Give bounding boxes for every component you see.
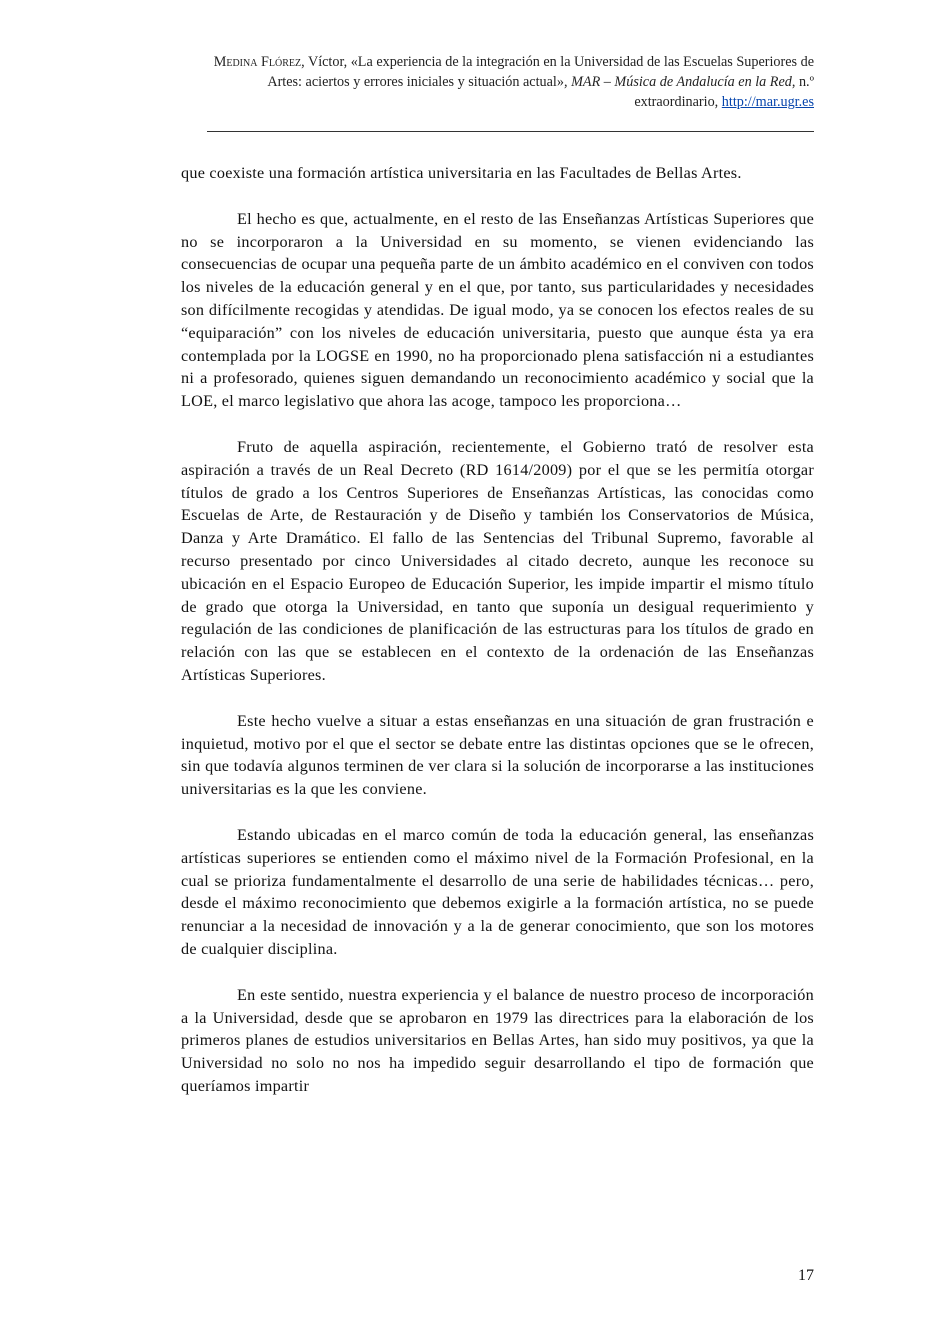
header-journal: MAR – Música de Andalucía en la Red [571, 74, 792, 90]
header-citation: , Víctor, «La experiencia de la integración en la Universidad de las Escuelas Superiores de Artes: aciertos y errores iniciales y situación actual», [267, 54, 814, 90]
paragraph: Fruto de aquella aspiración, recientemente, el Gobierno trató de resolver esta aspiración a través de un Real Decreto (RD 1614/2009) por el que se les permitía otorgar títulos de grado a los Centros Superiores de Enseñanzas Artísticas, las conocidas como Escuelas de Arte, de Restauración y de Diseño y también los Conservatorios de Música, Danza y Arte Dramático. El fallo de las Sentencias del Tribunal Supremo, favorable al recurso presentado por cinco Universidades al citado decreto, aunque les reconoce su ubicación en el Espacio Europeo de Educación Superior, les impide impartir el mismo título de grado que otorga la Universidad, en tanto que suponía un desigual requerimiento y regulación de las condiciones de planificación de las estructuras para los títulos de grado en relación con las que se establecen en el contexto de la ordenación de las Enseñanzas Artísticas Superiores. [181, 437, 814, 684]
paragraph: Estando ubicadas en el marco común de toda la educación general, las enseñanzas artísticas superiores se entienden como el máximo nivel de la Formación Profesional, en la cual se prioriza fundamentalmente el desarrollo de una serie de habilidades técnicas… pero, desde el máximo reconocimiento que debemos exigirle a la formación artística, no se puede renunciar a la necesidad de innovación y a la de generar conocimiento, que son los motores de cualquier disciplina. [181, 825, 814, 958]
paragraph-continuation: que coexiste una formación artística universitaria en las Facultades de Bellas Artes. [181, 164, 742, 182]
header-author: Medina Flórez [213, 54, 302, 70]
journal-link[interactable]: http://mar.ugr.es [721, 94, 814, 110]
header-issue: , n.º extraordinario, [634, 74, 814, 110]
running-header [180, 52, 814, 112]
paragraph: El hecho es que, actualmente, en el resto de las Enseñanzas Artísticas Superiores que no se incorporaron a la Universidad en su momento, se vienen evidenciando las consecuencias de ocupar una pequeña parte de un ámbito académico en el conviven con todos los niveles de la educación general y en el que, por tanto, sus particularidades y necesidades son difícilmente recogidas y atendidas. De igual modo, ya se conocen los efectos reales de su “equiparación” con los niveles de educación universitaria, puesto que aunque ésta ya era contemplada por la LOGSE en 1990, no ha proporcionado plena satisfacción ni a estudiantes ni a profesorado, quienes siguen demandando un reconocimiento académico y social que la LOE, el marco legislativo que ahora las acoge, tampoco les proporciona… [181, 209, 814, 411]
paragraph: Este hecho vuelve a situar a estas enseñanzas en una situación de gran frustración e inquietud, motivo por el que el sector se debate entre las distintas opciones que se le ofrecen, sin que todavía algunos terminen de ver clara si la solución de incorporarse a las instituciones universitarias es la que les conviene. [181, 711, 814, 799]
article-body [181, 162, 814, 1121]
page-number: 17 [798, 1267, 814, 1284]
paragraph: En este sentido, nuestra experiencia y el balance de nuestro proceso de incorporación a la Universidad, desde que se aprobaron en 1979 las directrices para la elaboración de los primeros planes de estudios universitarios en Bellas Artes, han sido muy positivos, ya que la Universidad no solo no nos ha impedido seguir desarrollando el tipo de formación que queríamos impartir [181, 985, 814, 1095]
header-divider [207, 131, 814, 132]
